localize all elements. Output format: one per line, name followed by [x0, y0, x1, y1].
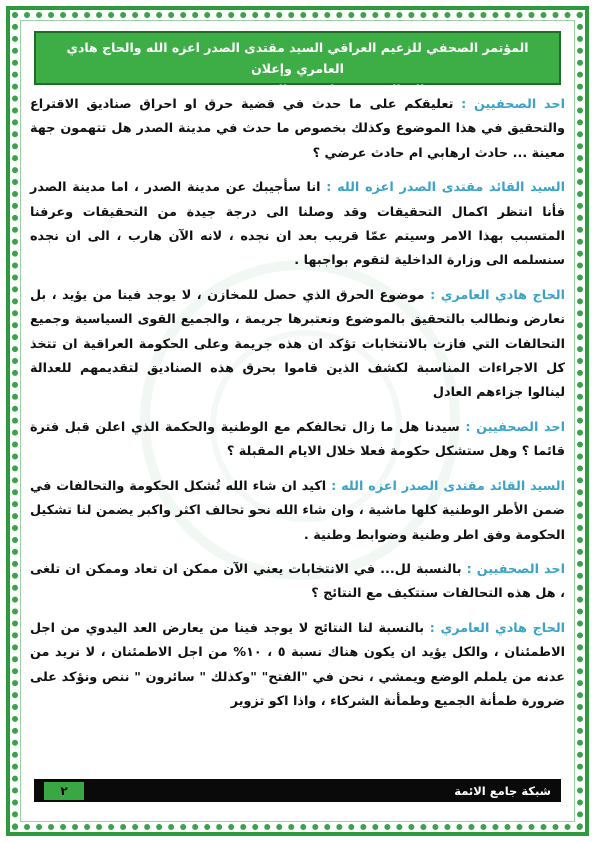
transcript-paragraph	[30, 558, 565, 607]
speaker-label: احد الصحفيين :	[466, 561, 565, 577]
title-line-1: المؤتمر الصحفي للزعيم العراقي السيد مقتدى الصدر اعزه الله والحاج هادي العامري وإعلان	[66, 40, 529, 76]
paragraph-text: بالنسبة لنا النتائج لا يوجد فينا من يعارض العد اليدوي من اجل الاطمئنان ، والكل يؤيد ان يكون هناك نسبة ٥ ، ١٠% من اجل الاطمئنان ، لا نريد من عدنه من يلملم الوضع ويمشي ، نحن في "الفتح" "وكذلك " سائرون " ننص ونؤكد على ضرورة طمأنة الجميع وطمأنة الشركاء ، واذا اكو تزوير	[30, 620, 565, 709]
transcript-paragraph	[30, 617, 565, 715]
speaker-label: السيد القائد مقتدى الصدر اعزه الله :	[326, 180, 565, 196]
paragraph-text: سيدنا هل ما زال تحالفكم مع الوطنية والحكمة الذي اعلن قبل فترة قائما ؟ وهل ستشكل حكومة فعلا خلال الايام المقبلة ؟	[30, 419, 565, 460]
paragraph-text: موضوع الحرق الذي حصل للمخازن ، لا يوجد فينا من يؤيد ، بل نعارض ونطالب بالتحقيق بالموضوع ونعتبرها جريمة ، والجميع القوى السياسية وجميع التحالفات التي فازت بالانتخابات تؤكد ان هذه جريمة وعلى الحكومة العراقية ان تتخذ كل الاجراءات المناسبة لكشف الذين قاموا بحرق هذه الصناديق لتقديمهم للعدالة لينالوا جزاءهم العادل	[30, 287, 565, 401]
transcript-paragraph	[30, 284, 565, 406]
page-footer	[34, 779, 561, 802]
paragraph-text: اكيد ان شاء الله تُشكل الحكومة والتحالفات في ضمن الأطر الوطنية كلها ماشية ، وان شاء الله نحو تحالف اكثر واكبر يضمن لنا تشكيل الحكومة وفق اطر وطنية وضوابط وطنية .	[30, 478, 565, 543]
paragraph-text: انا سأجيبك عن مدينة الصدر ، اما مدينة الصدر فأنا انتظر اكمال التحقيقات وقد وصلنا الى درجة جيدة من التحقيقات وعرفنا المتسبب بهذا الامر وسيتم عمّا قريب بعد ان نجده ، لانه الآن هارب ، الى ان نجده سنسلمه الى وزارة الداخلية لتقوم بواجبها .	[30, 180, 565, 269]
paragraph-text: بالنسبة لل... في الانتخابات يعني الآن ممكن ان تعاد وممكن ان تلغى ، هل هذه التحالفات ستتكيف مع النتائج ؟	[30, 561, 565, 602]
transcript-paragraph	[30, 475, 565, 548]
title-line-2: التحالف بين سائرون والفتح ١٢ / ٦ / ٢٠١٨	[170, 82, 425, 97]
speaker-label: الحاج هادي العامري :	[429, 620, 566, 636]
footer-site-name: شبكة جامع الائمة	[454, 783, 551, 798]
speaker-label: احد الصحفيين :	[461, 97, 565, 112]
page-number: ٢	[44, 782, 84, 800]
transcript-paragraph	[30, 416, 565, 465]
transcript-paragraph	[30, 176, 565, 274]
transcript-paragraph	[30, 93, 565, 166]
speaker-label: الحاج هادي العامري :	[430, 287, 565, 303]
paragraph-text: تعليقكم على ما حدث في قضية حرق او احراق صناديق الاقتراع والتحقيق في هذا الموضوع وكذلك بخصوص ما حدث في مدينة الصدر هل تتهمون جهة معينة ... حادث ارهابي ام حادث عرضي ؟	[30, 97, 565, 161]
document-title-banner	[34, 31, 561, 97]
speaker-label: احد الصحفيين :	[465, 419, 565, 435]
transcript-body	[30, 93, 565, 724]
speaker-label: السيد القائد مقتدى الصدر اعزه الله :	[331, 478, 565, 494]
